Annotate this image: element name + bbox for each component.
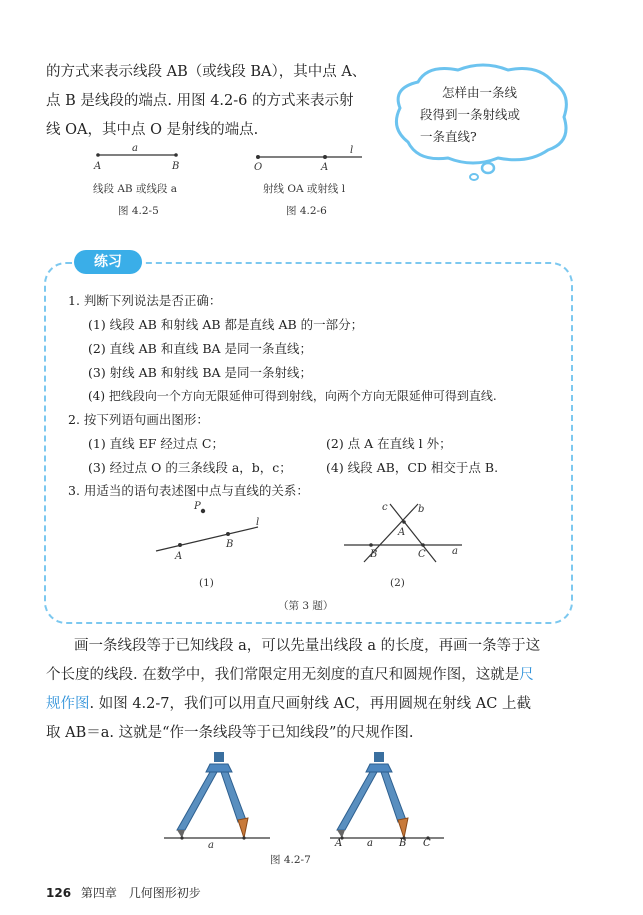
question-item: (3) 经过点 O 的三条线段 a，b，c； [88, 460, 292, 475]
svg-text:P: P [194, 501, 201, 512]
question: 3. 用适当的语句表述图中点与直线的关系： [68, 483, 309, 498]
chapter-label: 第四章 [80, 886, 117, 900]
ray-figure [250, 143, 370, 173]
question: 1. 判断下列说法是否正确： [68, 293, 222, 308]
exercise-figure-caption: （第 3 题） [278, 600, 334, 612]
term-highlight: 规作图 [46, 696, 90, 712]
term-highlight: 尺 [519, 667, 534, 683]
svg-text:A: A [175, 551, 183, 562]
svg-text:a: a [452, 546, 458, 557]
subfigure-number: (2) [390, 577, 405, 589]
question-item: (1) 直线 EF 经过点 C； [88, 436, 224, 451]
svg-text:c: c [382, 502, 388, 513]
subfigure-number: (1) [199, 577, 214, 589]
figure-number: 图 4.2-6 [286, 205, 327, 217]
figure-number: 图 4.2-5 [118, 205, 159, 217]
svg-text:A: A [398, 527, 406, 538]
exercise-figure-2 [340, 498, 470, 568]
svg-text:A: A [321, 162, 329, 173]
question-item: (2) 直线 AB 和直线 BA 是同一条直线； [88, 341, 312, 356]
page-footer [46, 884, 201, 901]
question-item: (1) 线段 AB 和射线 AB 都是直线 AB 的一部分； [88, 317, 364, 332]
paragraph-line: 线 OA，其中点 O 是射线的端点. [46, 122, 259, 138]
paragraph-line: 规作图. 如图 4.2-7，我们可以用直尺画射线 AC，再用圆规在射线 AC 上截 [46, 696, 531, 712]
question-item: (2) 点 A 在直线 l 外； [326, 436, 452, 451]
paragraph-line: 的方式来表示线段 AB（或线段 BA），其中点 A、 [46, 64, 367, 80]
svg-text:B: B [226, 539, 234, 550]
question-item: (4) 把线段向一个方向无限延伸可得到射线，向两个方向无限延伸可得到直线. [88, 389, 497, 403]
svg-text:A: A [94, 161, 102, 172]
compass-labels: A a B C [335, 838, 431, 849]
figure-caption: 线段 AB 或线段 a [93, 183, 178, 195]
svg-text:l: l [350, 145, 354, 156]
exercise-figure-1 [150, 495, 270, 565]
paragraph-line: 取 AB＝a. 这就是“作一条线段等于已知线段”的尺规作图. [46, 725, 414, 741]
paragraph-line: 画一条线段等于已知线段 a，可以先量出线段 a 的长度，再画一条等于这 [74, 638, 541, 654]
chapter-title: 几何图形初步 [128, 886, 201, 900]
svg-text:a: a [132, 143, 138, 154]
segment-figure [90, 143, 190, 173]
exercise-title: 练习 [74, 250, 142, 274]
compass-on-ray-illustration [320, 750, 450, 850]
svg-text:b: b [418, 504, 425, 515]
paragraph-line: 个长度的线段. 在数学中，我们常限定用无刻度的直尺和圆规作图，这就是尺 [46, 667, 534, 683]
svg-text:B: B [370, 549, 378, 560]
paragraph-line: 点 B 是线段的端点. 用图 4.2-6 的方式来表示射 [46, 93, 354, 109]
svg-text:l: l [256, 517, 260, 528]
question: 2. 按下列语句画出图形： [68, 412, 209, 427]
figure-number: 图 4.2-7 [270, 854, 311, 866]
question-item: (3) 射线 AB 和射线 BA 是同一条射线； [88, 365, 312, 380]
thought-bubble-text: 怎样由一条线 段得到一条射线或 一条直线? [420, 85, 521, 144]
question-item: (4) 线段 AB，CD 相交于点 B. [326, 460, 499, 475]
svg-text:C: C [418, 549, 426, 560]
compass-illustration [160, 750, 280, 850]
svg-text:O: O [254, 162, 263, 173]
svg-text:a: a [208, 840, 214, 850]
page-number: 126 [46, 886, 72, 900]
figure-caption: 射线 OA 或射线 l [263, 183, 346, 195]
svg-text:B: B [172, 161, 180, 172]
